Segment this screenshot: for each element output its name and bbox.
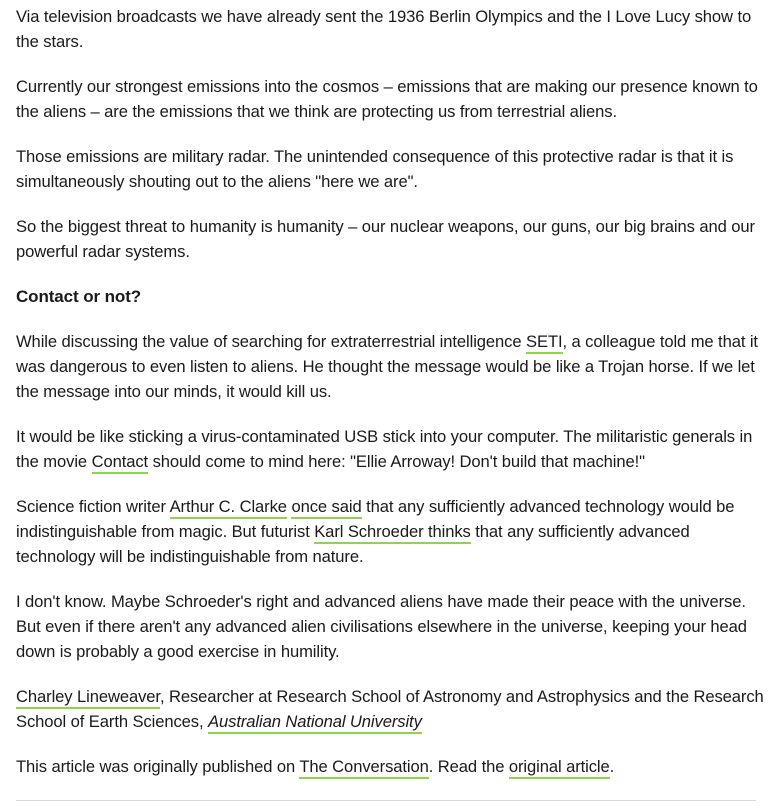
author-link[interactable]: Charley Lineweaver [16,687,160,709]
text-span: that any sufficiently advanced technology will be indistinguishable from nature. [16,522,690,566]
divider-line [16,800,756,801]
text-span: This article was originally published on [16,757,300,776]
text-span: that any sufficiently advanced technology would be indistinguishable from magic. But futurist [16,497,735,541]
original-article-link[interactable]: original article [509,757,610,779]
karl-schroeder-thinks-link[interactable]: Karl Schroeder thinks [314,522,471,544]
text-span: Science fiction writer [16,497,170,516]
section-heading-contact: Contact or not? [16,287,142,306]
text-span: While discussing the value of searching for extraterrestrial intelligence [16,332,527,351]
paragraph-usb-stick [16,424,764,474]
article-body [16,4,764,799]
paragraph-emissions: Currently our strongest emissions into the cosmos – emissions that are making our presence known to the aliens – are the emissions that we think are protecting us from terrestrial aliens. [16,77,758,121]
university-link[interactable]: Australian National University [208,712,422,734]
author-bio-text: , Researcher at Research School of Astronomy and Astrophysics and the Research School of Earth Sciences, [16,687,764,731]
author-bio [16,684,764,734]
paragraph-military-radar: Those emissions are military radar. The unintended consequence of this protective radar is that it is simultaneously shouting out to the aliens "here we are". [16,147,734,191]
text-span: It would be like sticking a virus-contaminated USB stick into your computer. The militaristic generals in the movie [16,427,753,471]
the-conversation-link[interactable]: The Conversation [299,757,428,779]
contact-movie-link[interactable]: Contact [92,452,149,474]
republish-note [16,754,764,779]
text-span: . Read the [428,757,509,776]
paragraph-humility: I don't know. Maybe Schroeder's right and advanced aliens have made their peace with the universe. But even if there aren't any advanced alien civilisations elsewhere in the universe, keeping your head down is probably a good exercise in humility. [16,592,747,661]
paragraph-clarke [16,494,764,569]
paragraph-broadcasts: Via television broadcasts we have already sent the 1936 Berlin Olympics and the I Love Lucy show to the stars. [16,7,752,51]
text-span: . [609,757,615,776]
paragraph-biggest-threat: So the biggest threat to humanity is humanity – our nuclear weapons, our guns, our big brains and our powerful radar systems. [16,217,755,261]
text-span: , a colleague told me that it was dangerous to even listen to aliens. He thought the message would be like a Trojan horse. If we let the message into our minds, it would kill us. [16,332,758,401]
seti-link[interactable]: SETI [526,332,562,354]
paragraph-seti [16,329,764,404]
once-said-link[interactable]: once said [291,497,361,519]
text-span: should come to mind here: "Ellie Arroway! Don't build that machine!" [148,452,645,471]
arthur-c-clarke-link[interactable]: Arthur C. Clarke [170,497,287,519]
